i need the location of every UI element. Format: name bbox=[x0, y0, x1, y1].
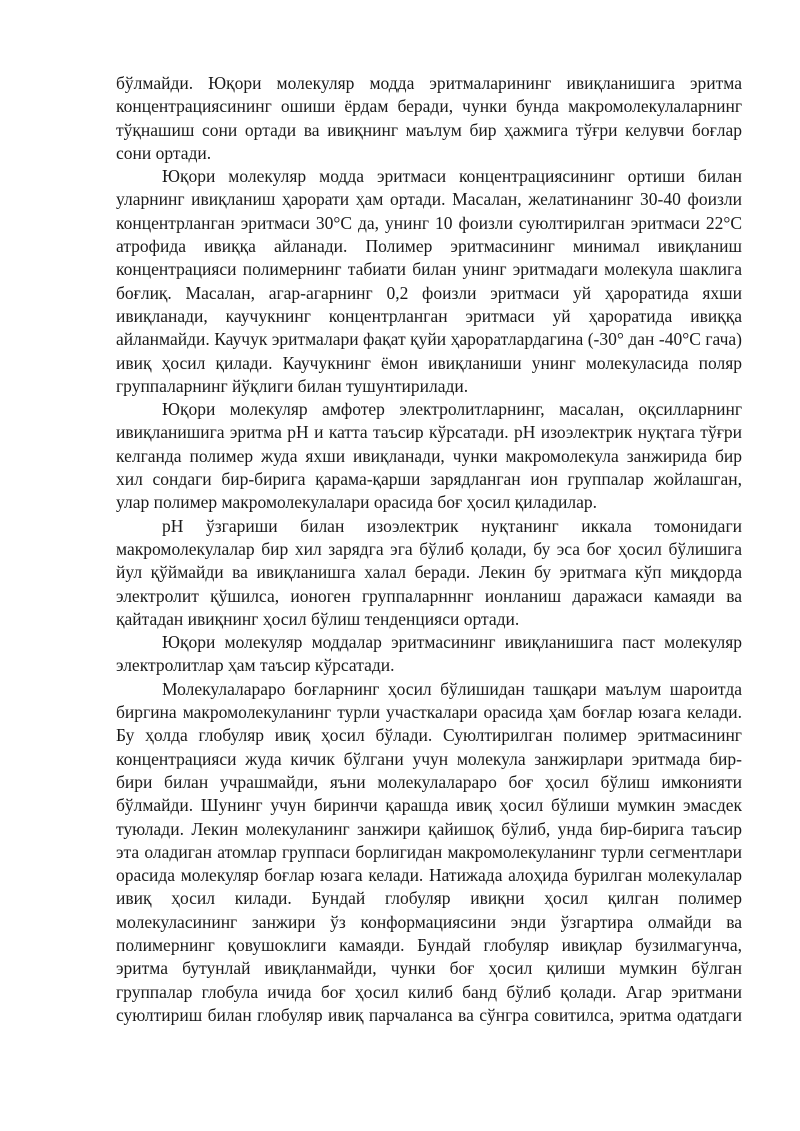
paragraph-amphoteric-electrolytes: Юқори молекуляр амфотер электролитларнинг, масалан, оқсилларнинг ивиқланишига эритма рН и катта таъсир кўрсатади. рН изоэлектрик нуқтага тўғри келганда полимер жуда яхши ивиқланади, чунки макромолекула занжирида бир хил сондаги бир-бирига қарама-қарши зарядланган ион группалар жойлашган, улар полимер макромолекулалари орасида боғ ҳосил қиладилар. bbox=[116, 399, 742, 513]
paragraph-ph-change: рН ўзгариши билан изоэлектрик нуқтанинг иккала томонидаги макромолекулалар бир хил зарядга эга бўлиб қолади, бу эса боғ ҳосил бўлишига йул қўймайди ва ивиқланишга халал беради. Лекин бу эритмага кўп миқдорда электролит қўшилса, ионоген группаларнннг ионланиш даражаси камаяди ва қайтадан ивиқнинг ҳосил бўлиш тенденцияси ортади. bbox=[116, 515, 742, 629]
paragraph-concentration-temperature: Юқори молекуляр модда эритмаси концентрациясининг ортиши билан уларнинг ивиқланиш ҳарорати ҳам ортади. Масалан, желатинанинг 30-40 фоизли концентрланган эритмаси 30°С да, унинг 10 фоизли суюлтирилган эритмаси 22°С атрофида ивиққа айланади. Полимер эритмасининг минимал ивиқланиш концентрацияси полимернинг табиати билан унинг эритмадаги молекула шаклига боғлиқ. Масалан, агар-агарнинг 0,2 фоизли эритмаси уй ҳароратида яхши ивиқланади, каучукнинг концентрланган эритмаси уй ҳароратида ивиққа айланмайди. Каучук эритмалари фақат қуйи ҳароратлардагина (-30° дан -40°С гача) ивиқ ҳосил қилади. Каучукнинг ёмон ивиқланиши унинг молекуласида поляр группаларнинг йўқлиги билан тушунтирилади. bbox=[116, 166, 742, 396]
paragraph-low-molecular-electrolytes: Юқори молекуляр моддалар эритмасининг ивиқланишига паст молекуляр электролитлар ҳам таъсир кўрсатади. bbox=[116, 632, 742, 676]
paragraph-globular-gel: Молекулалараро боғларнинг ҳосил бўлишидан ташқари маълум шароитда биргина макромолекуланинг турли участкалари орасида ҳам боғлар юзага келади. Бу ҳолда глобуляр ивиқ ҳосил бўлади. Суюлтирилган полимер эритмасининг концентрацияси жуда кичик бўлгани учун молекула занжирлари эритмада бир-бири билан учрашмайди, яъни молекулалараро боғ ҳосил бўлиш имконияти бўлмайди. Шунинг учун биринчи қарашда ивиқ ҳосил бўлиши мумкин эмасдек туюлади. Лекин молекуланинг занжири қайишоқ бўлиб, унда бир-бирига таъсир эта оладиган атомлар группаси борлигидан макромолекуланинг турли сегментлари орасида молекуляр боғлар юзага келади. Натижада алоҳида бурилган молекулалар ивиқ ҳосил килади. Бундай глобуляр ивиқни ҳосил қилган полимер молекуласининг занжири ўз конформациясини энди ўзгартира олмайди ва полимернинг қовушоклиги камаяди. Бундай глобуляр ивиқлар бузилмагунча, эритма бутунлай ивиқланмайди, чунки боғ ҳосил қилиши мумкин бўлган группалар глобула ичида боғ ҳосил килиб банд бўлиб қолади. Агар эритмани суюлтириш билан глобуляр ивиқ парчаланса ва сўнгра совитилса, эритма одатдаги bbox=[116, 678, 742, 1025]
document-page bbox=[116, 72, 742, 1027]
paragraph-continuation: бўлмайди. Юқори молекуляр модда эритмаларининг ивиқланишига эритма концентрациясининг ошиши ёрдам беради, чунки бунда макромолекулаларнинг тўқнашиш сони ортади ва ивиқнинг маълум бир ҳажмига тўғри келувчи боғлар сони ортади. bbox=[116, 73, 742, 163]
